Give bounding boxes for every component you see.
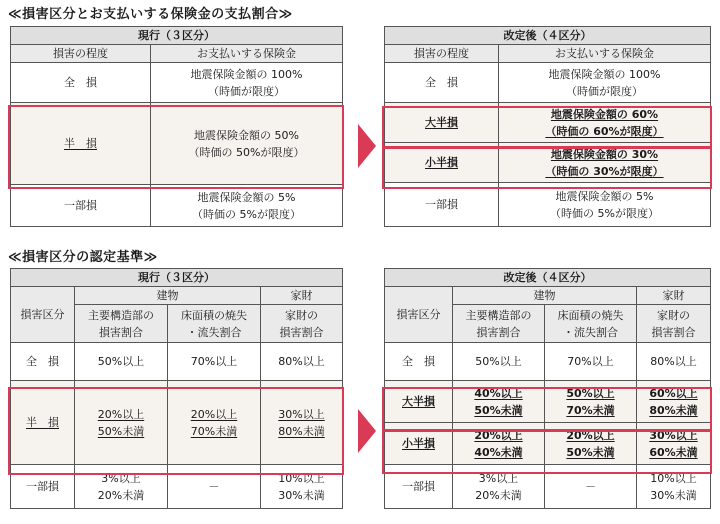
col-building: 建物	[75, 287, 261, 305]
criteria-cell: 20%以上 40%未満	[453, 423, 545, 465]
criteria-cell: 3%以上 20%未満	[75, 465, 168, 509]
criteria-cell: 80%以上	[261, 343, 343, 381]
revised-payout-table	[384, 26, 711, 227]
criteria-cell: 3%以上 20%未満	[453, 465, 545, 509]
col-goods: 家財の 損害割合	[637, 305, 711, 343]
col-floor: 床面積の焼失 ・流失割合	[545, 305, 637, 343]
row-label: 大半損	[385, 103, 499, 143]
criteria-cell: 10%以上 30%未満	[261, 465, 343, 509]
criteria-cell: 70%以上	[545, 343, 637, 381]
criteria-cell: 40%以上 50%未満	[453, 381, 545, 423]
payout-cell: 地震保険金額の 50% （時価の 50%が限度）	[151, 103, 343, 185]
col-building: 建物	[453, 287, 637, 305]
criteria-cell: 50%以上	[453, 343, 545, 381]
section1-title: ≪損害区分とお支払いする保険金の支払割合≫	[8, 7, 293, 22]
payout-cell: 地震保険金額の 5% （時価の 5%が限度）	[151, 185, 343, 227]
criteria-cell: 10%以上 30%未満	[637, 465, 711, 509]
payout-cell: 地震保険金額の 30% （時価の 30%が限度）	[499, 143, 711, 183]
col-damage-level: 損害の程度	[11, 45, 151, 63]
criteria-cell: －	[168, 465, 261, 509]
row-label: 全 損	[11, 63, 151, 103]
payout-cell: 地震保険金額の 100% （時価が限度）	[151, 63, 343, 103]
arrow-right-icon	[358, 409, 376, 453]
current-criteria-header: 現行（３区分）	[11, 269, 343, 287]
col-goods: 家財の 損害割合	[261, 305, 343, 343]
criteria-cell: 70%以上	[168, 343, 261, 381]
criteria-cell: 60%以上 80%未満	[637, 381, 711, 423]
col-damage-category: 損害区分	[385, 287, 453, 343]
criteria-cell: 20%以上 50%未満	[75, 381, 168, 465]
col-damage-category: 損害区分	[11, 287, 75, 343]
section2-title: ≪損害区分の認定基準≫	[8, 250, 158, 265]
payout-cell: 地震保険金額の 5% （時価の 5%が限度）	[499, 183, 711, 227]
row-label: 半 損	[11, 103, 151, 185]
criteria-cell: 20%以上 50%未満	[545, 423, 637, 465]
col-payout: お支払いする保険金	[151, 45, 343, 63]
criteria-cell: －	[545, 465, 637, 509]
criteria-cell: 30%以上 60%未満	[637, 423, 711, 465]
row-label: 一部損	[385, 465, 453, 509]
col-payout: お支払いする保険金	[499, 45, 711, 63]
criteria-cell: 50%以上	[75, 343, 168, 381]
row-label: 全 損	[11, 343, 75, 381]
row-label: 小半損	[385, 143, 499, 183]
row-label: 一部損	[385, 183, 499, 227]
col-structure: 主要構造部の 損害割合	[75, 305, 168, 343]
row-label: 半 損	[11, 381, 75, 465]
row-label: 一部損	[11, 185, 151, 227]
row-label: 全 損	[385, 63, 499, 103]
row-label: 全 損	[385, 343, 453, 381]
criteria-cell: 80%以上	[637, 343, 711, 381]
arrow-right-icon	[358, 124, 376, 168]
row-label: 小半損	[385, 423, 453, 465]
col-household: 家財	[261, 287, 343, 305]
current-criteria-table	[10, 268, 343, 509]
revised-criteria-header: 改定後（４区分）	[385, 269, 711, 287]
criteria-cell: 50%以上 70%未満	[545, 381, 637, 423]
col-structure: 主要構造部の 損害割合	[453, 305, 545, 343]
current-payout-header: 現行（３区分）	[11, 27, 343, 45]
criteria-cell: 20%以上 70%未満	[168, 381, 261, 465]
criteria-cell: 30%以上 80%未満	[261, 381, 343, 465]
current-payout-table	[10, 26, 343, 227]
row-label: 一部損	[11, 465, 75, 509]
col-floor: 床面積の焼失 ・流失割合	[168, 305, 261, 343]
revised-payout-header: 改定後（４区分）	[385, 27, 711, 45]
revised-criteria-table	[384, 268, 711, 509]
payout-cell: 地震保険金額の 60% （時価の 60%が限度）	[499, 103, 711, 143]
col-damage-level: 損害の程度	[385, 45, 499, 63]
row-label: 大半損	[385, 381, 453, 423]
payout-cell: 地震保険金額の 100% （時価が限度）	[499, 63, 711, 103]
col-household: 家財	[637, 287, 711, 305]
